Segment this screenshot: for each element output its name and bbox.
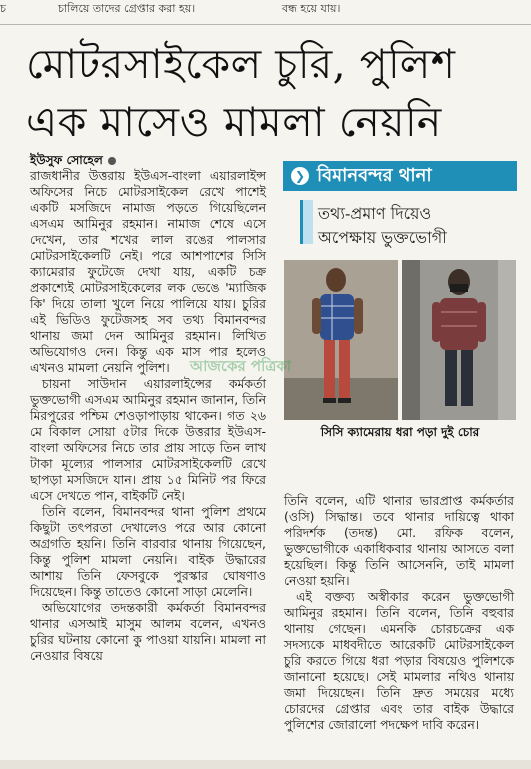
- chevron-right-icon: ❯: [291, 167, 309, 185]
- cctv-thief-1-illustration: [284, 260, 398, 420]
- author-name: ইউসুফ সোহেল: [30, 153, 103, 167]
- paragraph: অভিযোগের তদন্তকারী কর্মকর্তা বিমানবন্দর থানার এসআই মাসুম আলম বলেন, এখনও চুরির ঘটনায় কোনো কু পাওয়া যায়নি। মামলা না নেওয়ার বিষয়ে: [30, 600, 266, 663]
- paragraph: এই বক্তব্য অস্বীকার করেন ভুক্তভোগী আমিনুর রহমান। তিনি বলেন, তিনি বহুবার থানায় গেছেন। এমনকি চোরচক্রের এক সদস্যকে মাধবদীতে আরেকটি মোটরসাইকেল চুরি করতে গিয়ে ধরা পড়ার বিষয়েও পুলিশকে জানানো হয়েছে। সেই মামলার নথিও থানায় জমা দিয়েছেন। তিনি দ্রুত সময়ের মধ্যে চোরদের গ্রেপ্তার এবং তার বাইক উদ্ধারে পুলিশের জোরালো পদক্ষেপ দাবি করেন।: [284, 589, 514, 732]
- article-column-2: [284, 493, 514, 733]
- kicker-line-2: অপেক্ষায় ভুক্তভোগী: [318, 228, 447, 247]
- article-column-1: [30, 168, 266, 664]
- paragraph: রাজধানীর উত্তরায় ইউএস-বাংলা এয়ারলাইন্স অফিসের নিচে মোটরসাইকেল রেখে পাশেই একটি মসজিদে নামাজ পড়তে গিয়েছিলেন এসএম আমিনুর রহমান। নামাজ শেষে এসে দেখেন, তার শখের লাল রঙের পালসার মোটরসাইকেলটি নেই। পরে আশপাশের সিসি ক্যামেরার ফুটেজে দেখা যায়, একটি চক্র প্রকাশ্যেই মোটরসাইকেলের লক ভেঙে 'ম্যাজিক কি' দিয়ে তালা খুলে নিয়ে পালিয়ে যায়। চুরির এই ভিডিও ফুটেজসহ সব তথ্য বিমানবন্দর থানায় জমা দেন আমিনুর রহমান। লিখিত অভিযোগও দেন। কিন্তু এক মাস পার হলেও এখনও মামলা নেয়নি পুলিশ।: [30, 168, 266, 375]
- location-tag: [283, 161, 517, 191]
- left-edge-fragment: চ: [0, 2, 6, 15]
- previous-article-tail-right: বন্ধ হয়ে যায়।: [282, 2, 341, 15]
- photo-caption: সিসি ক্যামেরায় ধরা পড়া দুই চোর: [320, 425, 480, 439]
- cctv-thief-2-illustration: [402, 260, 516, 420]
- page-bottom-margin: [0, 760, 531, 769]
- cctv-photo-thief-2: [402, 260, 516, 420]
- top-divider: [0, 24, 531, 25]
- kicker-accent-bar: [300, 200, 313, 244]
- adjacent-column-fragment: [0, 150, 10, 769]
- paragraph: তিনি বলেন, বিমানবন্দর থানা পুলিশ প্রথমে কিছুটা তৎপরতা দেখালেও পরে আর কোনো অগ্রগতি হয়নি। তিনি বারবার থানায় গিয়েছেন, কিন্তু পুলিশ মামলা নেয়নি। বাইক উদ্ধারের আশায় তিনি ফেসবুকে পুরস্কার ঘোষণাও দিয়েছেন। কিন্তু তাতেও কোনো সাড়া মেলেনি।: [30, 504, 266, 599]
- kicker-line-1: তথ্য-প্রমাণ দিয়েও: [318, 204, 432, 223]
- newspaper-watermark: আজকের পত্রিকা: [190, 357, 292, 375]
- cctv-photo-thief-1: [284, 260, 398, 420]
- previous-article-strip: [0, 0, 531, 26]
- headline-line-1: মোটরসাইকেল চুরি, পুলিশ: [26, 40, 456, 88]
- headline-line-2: এক মাসেও মামলা নেয়নি: [26, 98, 442, 146]
- location-tag-label: বিমানবন্দর থানা: [317, 165, 432, 186]
- previous-article-tail-left: চালিয়ে তাদের গ্রেপ্তার করা হয়।: [58, 2, 196, 15]
- paragraph: চায়না সাউদান এয়ারলাইন্সের কর্মকর্তা ভুক্তভোগী এসএম আমিনুর রহমান জানান, তিনি মিরপুরের পশ্চিম শেওড়াপাড়ায় থাকেন। গত ২৬ মে বিকাল সোয়া ৫টার দিকে উত্তরার ইউএস-বাংলা অফিসের নিচে তার প্রায় সাড়ে তিন লাখ টাকা মূল্যের পালসার মোটরসাইকেলটি রেখে ছাপড়া মসজিদে যান। প্রায় ১৫ মিনিট পর ফিরে এসে দেখতে পান, বাইকটি নেই।: [30, 376, 266, 503]
- byline-dot-icon: [108, 157, 116, 165]
- kicker: [318, 202, 518, 250]
- paragraph: তিনি বলেন, এটি থানার ভারপ্রাপ্ত কর্মকর্তার (ওসি) সিদ্ধান্ত। তবে থানার দায়িত্বে থাকা পরিদর্শক (তদন্ত) মো. রফিক বলেন, ভুক্তভোগীকে একাধিকবার থানায় আসতে বলা হয়েছিল। কিন্তু তিনি আসেননি, তাই মামলা নেওয়া হয়নি।: [284, 493, 514, 588]
